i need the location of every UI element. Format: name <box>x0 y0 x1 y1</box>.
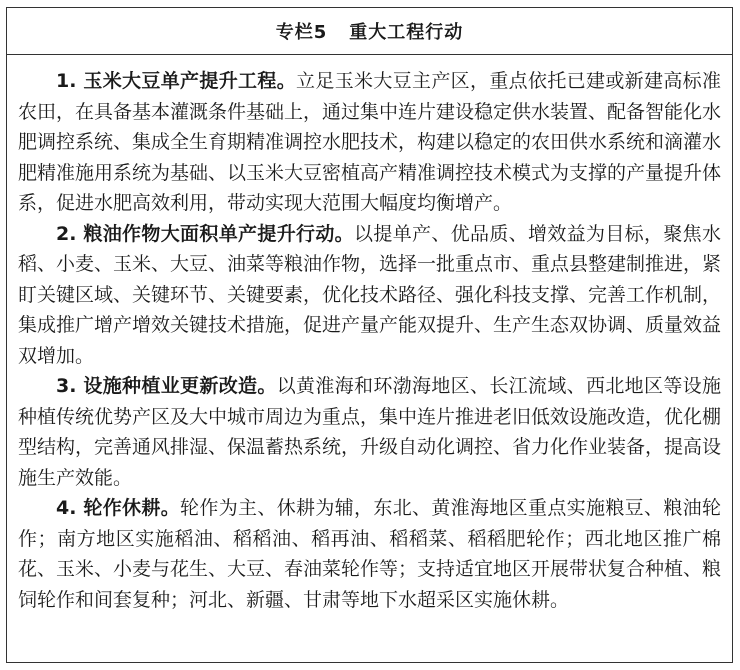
item-heading: 4. 轮作休耕。 <box>56 497 181 519</box>
box-title-number: 专栏5 <box>275 22 328 43</box>
box-content <box>7 55 732 615</box>
item-body: 立足玉米大豆主产区，重点依托已建或新建高标准农田，在具备基本灌溉条件基础上，通过集中连片建设稳定供水装置、配备智能化水肥调控系统、集成全生育期精准调控水肥技术，构建以稳定的农田供水系统和滴灌水肥精准施用系统为基础、以玉米大豆密植高产精准调控技术模式为支撑的产量提升体系，促进水肥高效利用，带动实现大范围大幅度均衡增产。 <box>18 70 722 214</box>
item-body: 以提单产、优品质、增效益为目标，聚焦水稻、小麦、玉米、大豆、油菜等粮油作物，选择一批重点市、重点县整建制推进，紧盯关键区域、关键环节、关键要素，优化技术路径、强化科技支撑、完善工作机制，集成推广增产增效关键技术措施，促进产量产能双提升、生产生态双协调、质量效益双增加。 <box>18 222 722 367</box>
box-title-text: 重大工程行动 <box>349 22 464 43</box>
item-heading: 1. 玉米大豆单产提升工程。 <box>56 70 297 92</box>
item-body: 以黄淮海和环渤海地区、长江流域、西北地区等设施种植传统优势产区及大中城市周边为重点，集中连片推进老旧低效设施改造，优化棚型结构，完善通风排湿、保温蓄热系统，升级自动化调控、省力化作业装备，提高设施生产效能。 <box>18 375 722 489</box>
box-title <box>7 8 732 55</box>
item-heading: 3. 设施种植业更新改造。 <box>56 375 277 397</box>
feature-box <box>6 7 733 663</box>
list-item <box>18 219 721 372</box>
list-item <box>18 66 721 219</box>
list-item <box>18 493 721 615</box>
item-heading: 2. 粮油作物大面积单产提升行动。 <box>56 222 355 245</box>
item-body: 轮作为主、休耕为辅，东北、黄淮海地区重点实施粮豆、粮油轮作；南方地区实施稻油、稻稻油、稻再油、稻稻菜、稻稻肥轮作；西北地区推广棉花、玉米、小麦与花生、大豆、春油菜轮作等；支持适宜地区开展带状复合种植、粮饲轮作和间套复种；河北、新疆、甘肃等地下水超采区实施休耕。 <box>18 497 722 611</box>
list-item <box>18 371 721 493</box>
